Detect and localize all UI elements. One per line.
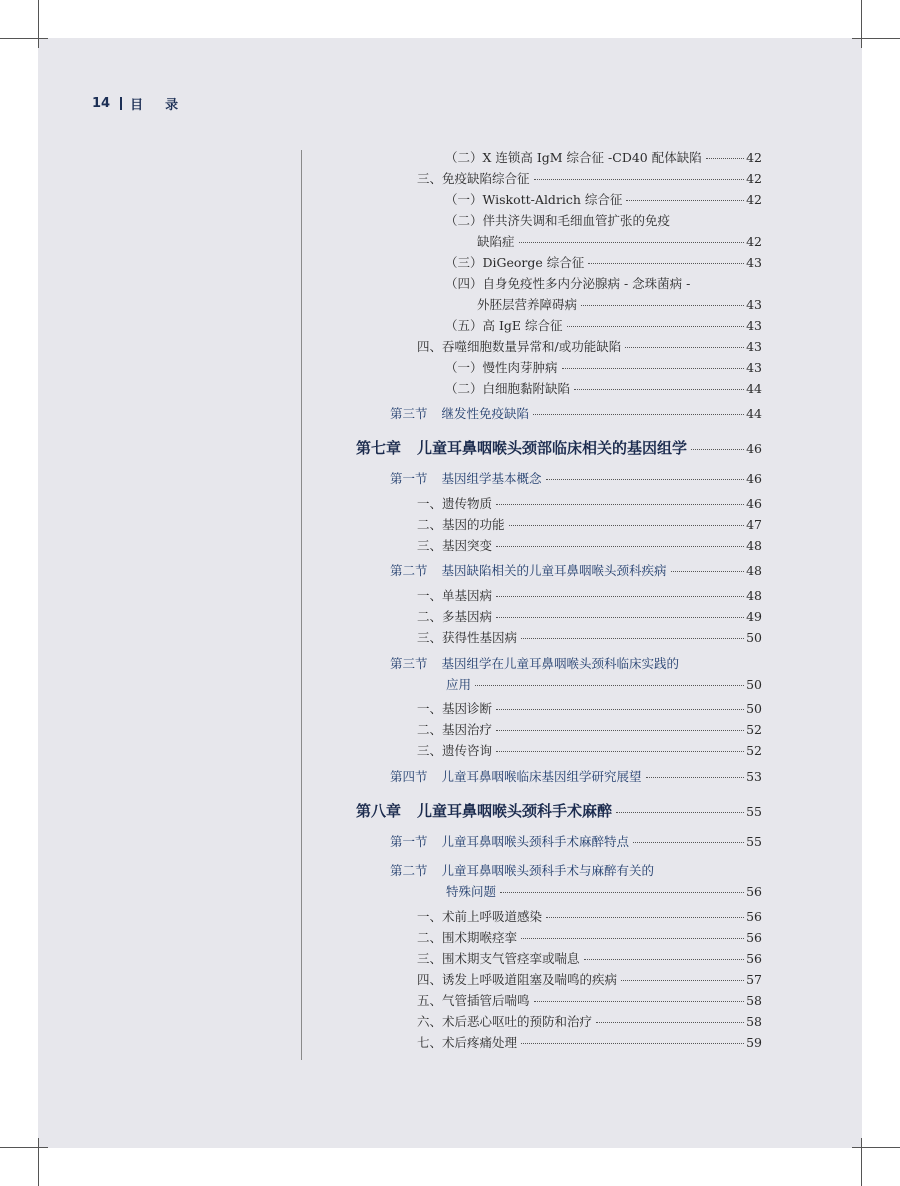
toc-entry[interactable]: 二、多基因病 49 xyxy=(417,609,762,624)
toc-entry[interactable]: 四、吞噬细胞数量异常和/或功能缺陷 43 xyxy=(417,339,762,354)
crop-mark xyxy=(38,1138,39,1186)
toc-entry[interactable]: 三、基因突变 48 xyxy=(417,538,762,553)
toc-entry[interactable]: 四、诱发上呼吸道阻塞及喘鸣的疾病 57 xyxy=(417,972,762,987)
toc-entry[interactable]: 三、获得性基因病 50 xyxy=(417,630,762,645)
toc-section[interactable]: 第三节 继发性免疫缺陷 44 xyxy=(390,406,762,421)
toc-entry[interactable]: 二、围术期喉痉挛 56 xyxy=(417,930,762,945)
toc-entry[interactable]: （二）白细胞黏附缺陷 44 xyxy=(445,381,762,396)
toc-entry[interactable]: 五、气管插管后喘鸣 58 xyxy=(417,993,762,1008)
toc-section[interactable]: 第三节 基因组学在儿童耳鼻咽喉头颈科临床实践的 xyxy=(390,656,680,671)
toc-entry[interactable]: 外胚层营养障碍病 43 xyxy=(477,297,762,312)
toc-entry[interactable]: （一）慢性肉芽肿病 43 xyxy=(445,360,762,375)
toc-entry[interactable]: （一）Wiskott-Aldrich 综合征 42 xyxy=(445,192,762,207)
toc-entry[interactable]: 一、单基因病 48 xyxy=(417,588,762,603)
toc-entry[interactable]: 缺陷症 42 xyxy=(477,234,762,249)
toc-entry[interactable]: （三）DiGeorge 综合征 43 xyxy=(445,255,762,270)
margin-rule xyxy=(301,150,302,1060)
crop-mark xyxy=(38,0,39,48)
running-header xyxy=(92,93,200,113)
toc-entry[interactable]: 二、基因治疗 52 xyxy=(417,722,762,737)
header-divider xyxy=(120,97,122,110)
crop-mark xyxy=(861,0,862,48)
crop-mark xyxy=(852,1147,900,1148)
toc-entry-line: （四）自身免疫性多内分泌腺病 - 念珠菌病 - xyxy=(445,276,691,291)
toc-entry[interactable]: （二）X 连锁高 IgM 综合征 -CD40 配体缺陷 42 xyxy=(445,150,762,165)
toc-chapter[interactable]: 第七章 儿童耳鼻咽喉头颈部临床相关的基因组学 46 xyxy=(356,439,762,457)
toc-entry[interactable]: 六、术后恶心呕吐的预防和治疗 58 xyxy=(417,1014,762,1029)
crop-mark xyxy=(852,38,900,39)
toc-entry-line: （二）伴共济失调和毛细血管扩张的免疫 xyxy=(445,213,671,228)
toc-chapter[interactable]: 第八章 儿童耳鼻咽喉头颈科手术麻醉 55 xyxy=(356,802,762,820)
toc-entry[interactable]: （五）高 IgE 综合征 43 xyxy=(445,318,762,333)
toc-entry[interactable]: 三、免疫缺陷综合征 42 xyxy=(417,171,762,186)
toc-entry[interactable]: 七、术后疼痛处理 59 xyxy=(417,1035,762,1050)
toc-section[interactable]: 第二节 基因缺陷相关的儿童耳鼻咽喉头颈科疾病 48 xyxy=(390,563,762,578)
toc-entry[interactable]: 三、遗传咨询 52 xyxy=(417,743,762,758)
crop-mark xyxy=(861,1138,862,1186)
toc-section[interactable]: 第二节 儿童耳鼻咽喉头颈科手术与麻醉有关的 xyxy=(390,863,655,878)
toc-section[interactable]: 特殊问题 56 xyxy=(446,884,762,899)
header-title: 目录 xyxy=(130,97,201,113)
toc-entry[interactable]: 一、遗传物质 46 xyxy=(417,496,762,511)
toc-entry[interactable]: 一、术前上呼吸道感染 56 xyxy=(417,909,762,924)
toc-section[interactable]: 第四节 儿童耳鼻咽喉临床基因组学研究展望 53 xyxy=(390,769,762,784)
crop-mark xyxy=(0,1147,48,1148)
toc-entry[interactable]: 一、基因诊断 50 xyxy=(417,701,762,716)
toc-entry[interactable]: 三、围术期支气管痉挛或喘息 56 xyxy=(417,951,762,966)
toc-section[interactable]: 第一节 基因组学基本概念 46 xyxy=(390,471,762,486)
crop-mark xyxy=(0,38,48,39)
toc-section[interactable]: 应用 50 xyxy=(446,677,762,692)
page-number: 14 xyxy=(92,95,111,111)
toc-entry[interactable]: 二、基因的功能 47 xyxy=(417,517,762,532)
toc-section[interactable]: 第一节 儿童耳鼻咽喉头颈科手术麻醉特点 55 xyxy=(390,834,762,849)
